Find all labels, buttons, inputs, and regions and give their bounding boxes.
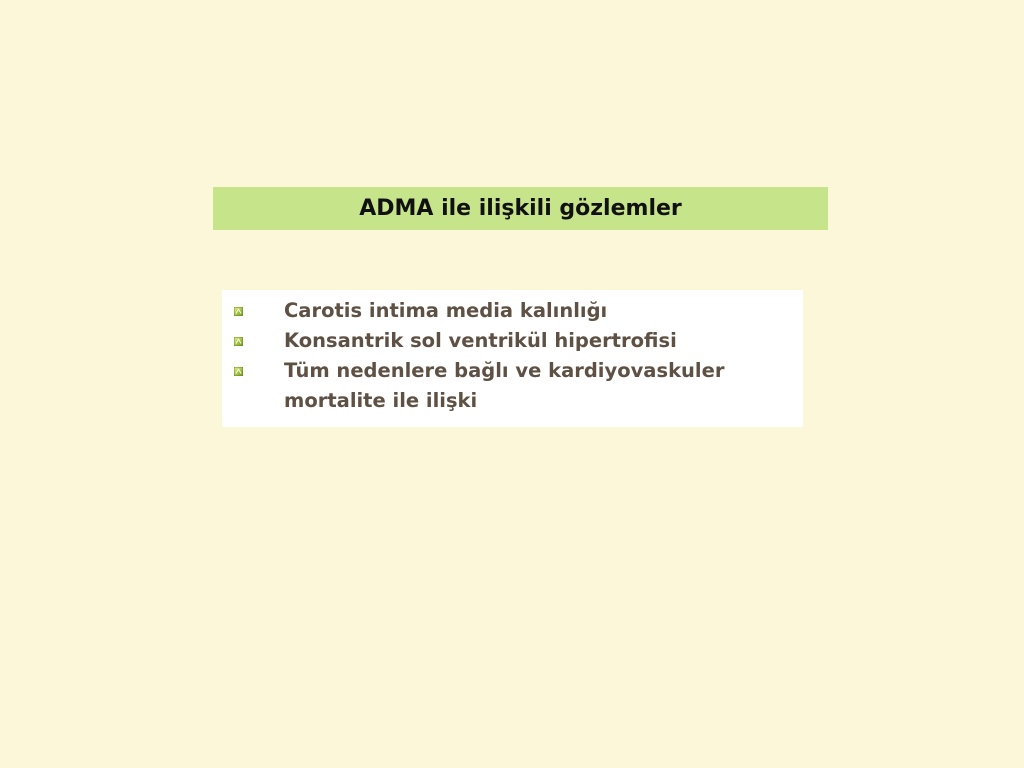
bullet-icon [234, 307, 243, 316]
bullet-text: Tüm nedenlere bağlı ve kardiyovaskuler mortalite ile ilişki [284, 359, 725, 412]
bullet-text: Konsantrik sol ventrikül hipertrofisi [284, 329, 677, 352]
title-banner [213, 187, 828, 230]
bullet-icon [234, 337, 243, 346]
bullet-icon [234, 367, 243, 376]
bullet-text: Carotis intima media kalınlığı [284, 299, 608, 322]
bullet-item [222, 326, 803, 356]
bullet-list [222, 290, 803, 427]
bullet-item [222, 296, 803, 326]
bullet-item [222, 356, 803, 416]
slide-title: ADMA ile ilişkili gözlemler [359, 196, 682, 221]
